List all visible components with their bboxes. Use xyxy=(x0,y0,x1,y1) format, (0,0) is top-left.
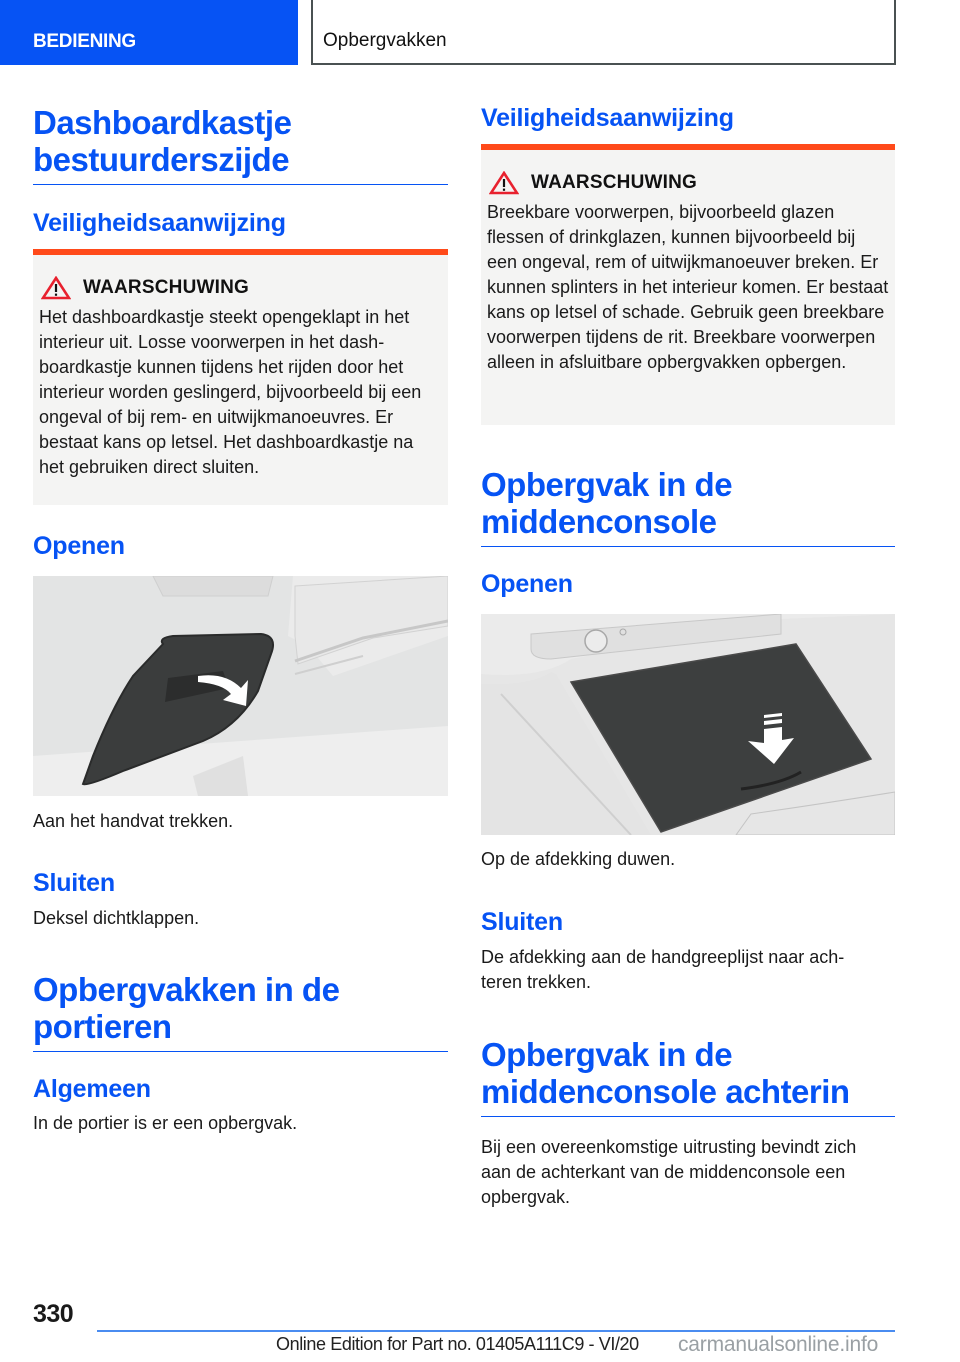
heading-close-right: Sluiten xyxy=(481,908,563,936)
center-console-illustration xyxy=(481,614,895,835)
warning-title: WAARSCHUWING xyxy=(531,172,697,193)
heading-safety-left: Veiligheidsaanwijzing xyxy=(33,209,286,237)
warning-triangle-icon xyxy=(489,171,519,195)
warning-text: Het dashboardkastje steekt opengeklapt in het interieur uit. Losse voorwerpen in het dash-boardkastje kunnen tijdens het rijden door het interieur worden geslingerd, bijvoorbeeld bij een ongeval of bij rem- en uitwijkmanoeuvres. Er bestaat kans op letsel. Het dashboardkastje na het gebruiken direct sluiten. xyxy=(39,307,422,477)
heading-center-console: Opbergvak in de middenconsole xyxy=(481,466,895,547)
warning-text: Breekbare voorwerpen, bijvoorbeeld glazen flessen of drinkglazen, kunnen bijvoorbeeld bij een ongeval, rem of uitwijkmanoeuver breken. Er kunnen splinters in het interieur komen. Er bestaat kans op letsel of schade. Gebruik geen breekbare voorwerpen tijdens de rit. Breekbare voorwerpen alleen in afsluitbare opbergvakken opbergen. xyxy=(487,202,889,372)
warning-box-left xyxy=(33,249,448,505)
heading-open-right: Openen xyxy=(481,570,573,598)
heading-rear-center-console: Opbergvak in de middenconsole achterin xyxy=(481,1036,895,1117)
page-number: 330 xyxy=(33,1300,74,1328)
heading-dashboard-glovebox: Dashboardkastje bestuurderszijde xyxy=(33,104,448,185)
text-general: In de portier is er een opbergvak. xyxy=(33,1113,298,1133)
footer-divider xyxy=(97,1330,895,1332)
watermark: carmanualsonline.info xyxy=(678,1333,879,1356)
heading-safety-right: Veiligheidsaanwijzing xyxy=(481,104,734,132)
heading-door-compartments: Opbergvakken in de portieren xyxy=(33,971,448,1052)
heading-general: Algemeen xyxy=(33,1075,151,1103)
text-rear-console: Bij een overeenkomstige uitrusting bevindt zich aan de achterkant van de middenconsole een opbergvak. xyxy=(481,1137,857,1207)
text-close-right: De afdekking aan de handgreeplijst naar ach-teren trekken. xyxy=(481,947,845,992)
chapter-tab: BEDIENING xyxy=(0,0,298,65)
warning-box-right xyxy=(481,144,895,425)
text-close-left: Deksel dichtklappen. xyxy=(33,908,200,928)
warning-title: WAARSCHUWING xyxy=(83,277,249,298)
glovebox-illustration xyxy=(33,576,448,796)
warning-triangle-icon xyxy=(41,276,71,300)
caption-open-left: Aan het handvat trekken. xyxy=(33,811,234,831)
caption-open-right: Op de afdekking duwen. xyxy=(481,849,676,869)
heading-open-left: Openen xyxy=(33,532,125,560)
edition-info: Online Edition for Part no. 01405A111C9 - VI/20 xyxy=(276,1334,639,1354)
section-title: Opbergvakken xyxy=(311,0,896,65)
heading-close-left: Sluiten xyxy=(33,869,115,897)
